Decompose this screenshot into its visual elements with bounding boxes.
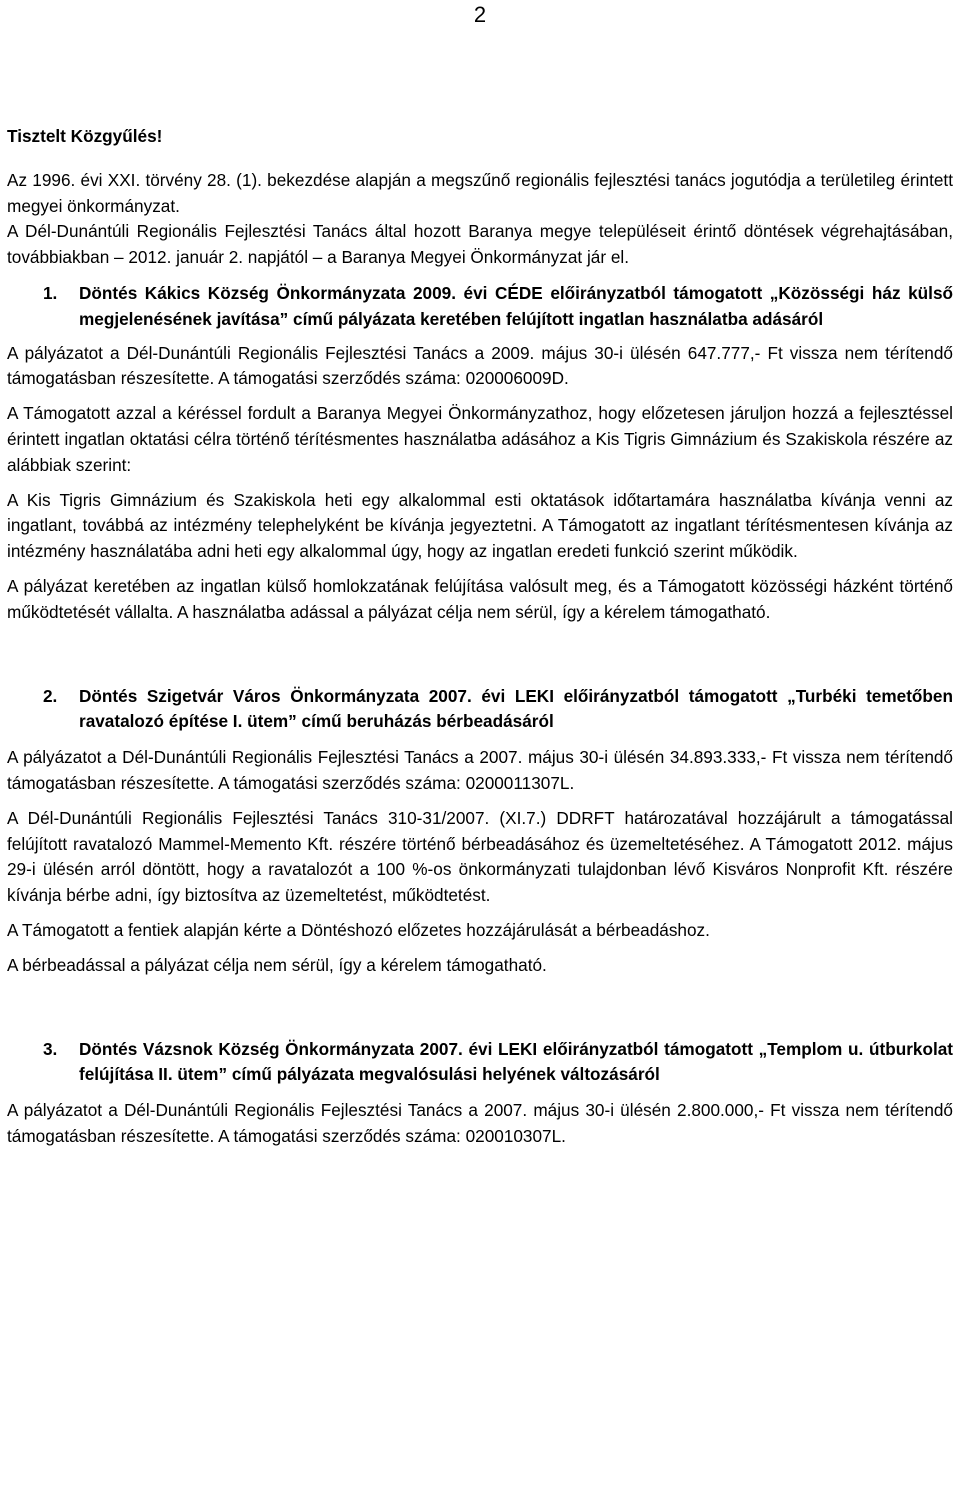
page-number: 2	[473, 2, 487, 27]
section-1-heading	[7, 281, 953, 333]
section-1-paragraph-4: A pályázat keretében az ingatlan külső homlokzatának felújítása valósult meg, és a Támogatott közösségi házként történő működtetését vállalta. A használatba adással a pályázat célja nem sérül, így a kérelem támogatható.	[7, 575, 953, 622]
section-3-number: 3.	[43, 1038, 58, 1059]
section-1-number: 1.	[43, 282, 58, 303]
section-2-paragraph-1: A pályázatot a Dél-Dunántúli Regionális Fejlesztési Tanács a 2007. május 30-i ülésén 34.893.333,- Ft vissza nem térítendő támogatásban részesítette. A támogatási szerződés száma: 0200011307L.	[7, 747, 953, 793]
section-2-heading	[7, 684, 953, 736]
section-2-title: Döntés Szigetvár Város Önkormányzata 2007. évi LEKI előirányzatból támogatott „Turbéki temetőben ravatalozó építése I. ütem” című beruházás bérbeadásáról	[79, 685, 953, 732]
section-2-paragraph-3: A Támogatott a fentiek alapján kérte a Döntéshozó előzetes hozzájárulását a bérbeadáshoz.	[7, 919, 710, 940]
section-3-title: Döntés Vázsnok Község Önkormányzata 2007. évi LEKI előirányzatból támogatott „Templom u. útburkolat felújítása II. ütem” című pályázata megvalósulási helyének változásáról	[79, 1038, 953, 1085]
section-1-title: Döntés Kákics Község Önkormányzata 2009. évi CÉDE előirányzatból támogatott „Közösségi ház külső megjelenésének javítása” című pályázata keretében felújított ingatlan használatba adásáról	[79, 282, 953, 329]
intro-paragraph-2: A Dél-Dunántúli Regionális Fejlesztési Tanács által hozott Baranya megye településeit érintő döntések végrehajtásában, továbbiakban – 2012. január 2. napjától – a Baranya Megyei Önkormányzat jár el.	[7, 221, 953, 268]
section-3-heading	[7, 1037, 953, 1089]
section-3-paragraph-1: A pályázatot a Dél-Dunántúli Regionális Fejlesztési Tanács a 2007. május 30-i ülésén 2.800.000,- Ft vissza nem térítendő támogatásban részesítette. A támogatási szerződés száma: 020010307L.	[7, 1100, 953, 1146]
section-1-paragraph-2: A Támogatott azzal a kéréssel fordult a Baranya Megyei Önkormányzathoz, hogy előzetesen járuljon hozzá a fejlesztéssel érintett ingatlan oktatási célra történő térítésmentes használatba adásához a Kis Tigris Gimnázium és Szakiskola részére az alábbiak szerint:	[7, 403, 953, 475]
document-body	[7, 124, 953, 1150]
intro-paragraph-1: Az 1996. évi XXI. törvény 28. (1). bekezdése alapján a megszűnő regionális fejlesztési tanács jogutódja a területileg érintett megyei önkormányzat.	[7, 169, 953, 216]
salutation: Tisztelt Közgyűlés!	[7, 126, 163, 146]
section-1-paragraph-1: A pályázatot a Dél-Dunántúli Regionális Fejlesztési Tanács a 2009. május 30-i ülésén 647.777,- Ft vissza nem térítendő támogatásban részesítette. A támogatási szerződés száma: 020006009D.	[7, 342, 953, 389]
section-2-paragraph-2: A Dél-Dunántúli Regionális Fejlesztési Tanács 310-31/2007. (XI.7.) DDRFT határozatával hozzájárult a támogatással felújított ravatalozó Mammel-Memento Kft. részére történő bérbeadásához és üzemeltetéséhez. A Támogatott 2012. május 29-i ülésén arról döntött, hogy a ravatalozót a 100 %-os önkormányzati tulajdonban lévő Kisváros Nonprofit Kft. részére kívánja bérbe adni, így biztosítva az üzemeltetést, működtetést.	[7, 807, 953, 906]
section-1-paragraph-3: A Kis Tigris Gimnázium és Szakiskola heti egy alkalommal esti oktatások időtartamára használatba kívánja venni az ingatlant, továbbá az intézmény telephelyként be kívánja jegyeztetni. A Támogatott az ingatlant térítésmentesen kívánja az intézmény használatába adni heti egy alkalommal úgy, hogy az ingatlan eredeti funkció szerint működik.	[7, 489, 953, 562]
section-2-number: 2.	[43, 685, 58, 706]
section-2-paragraph-4: A bérbeadással a pályázat célja nem sérül, így a kérelem támogatható.	[7, 954, 547, 975]
